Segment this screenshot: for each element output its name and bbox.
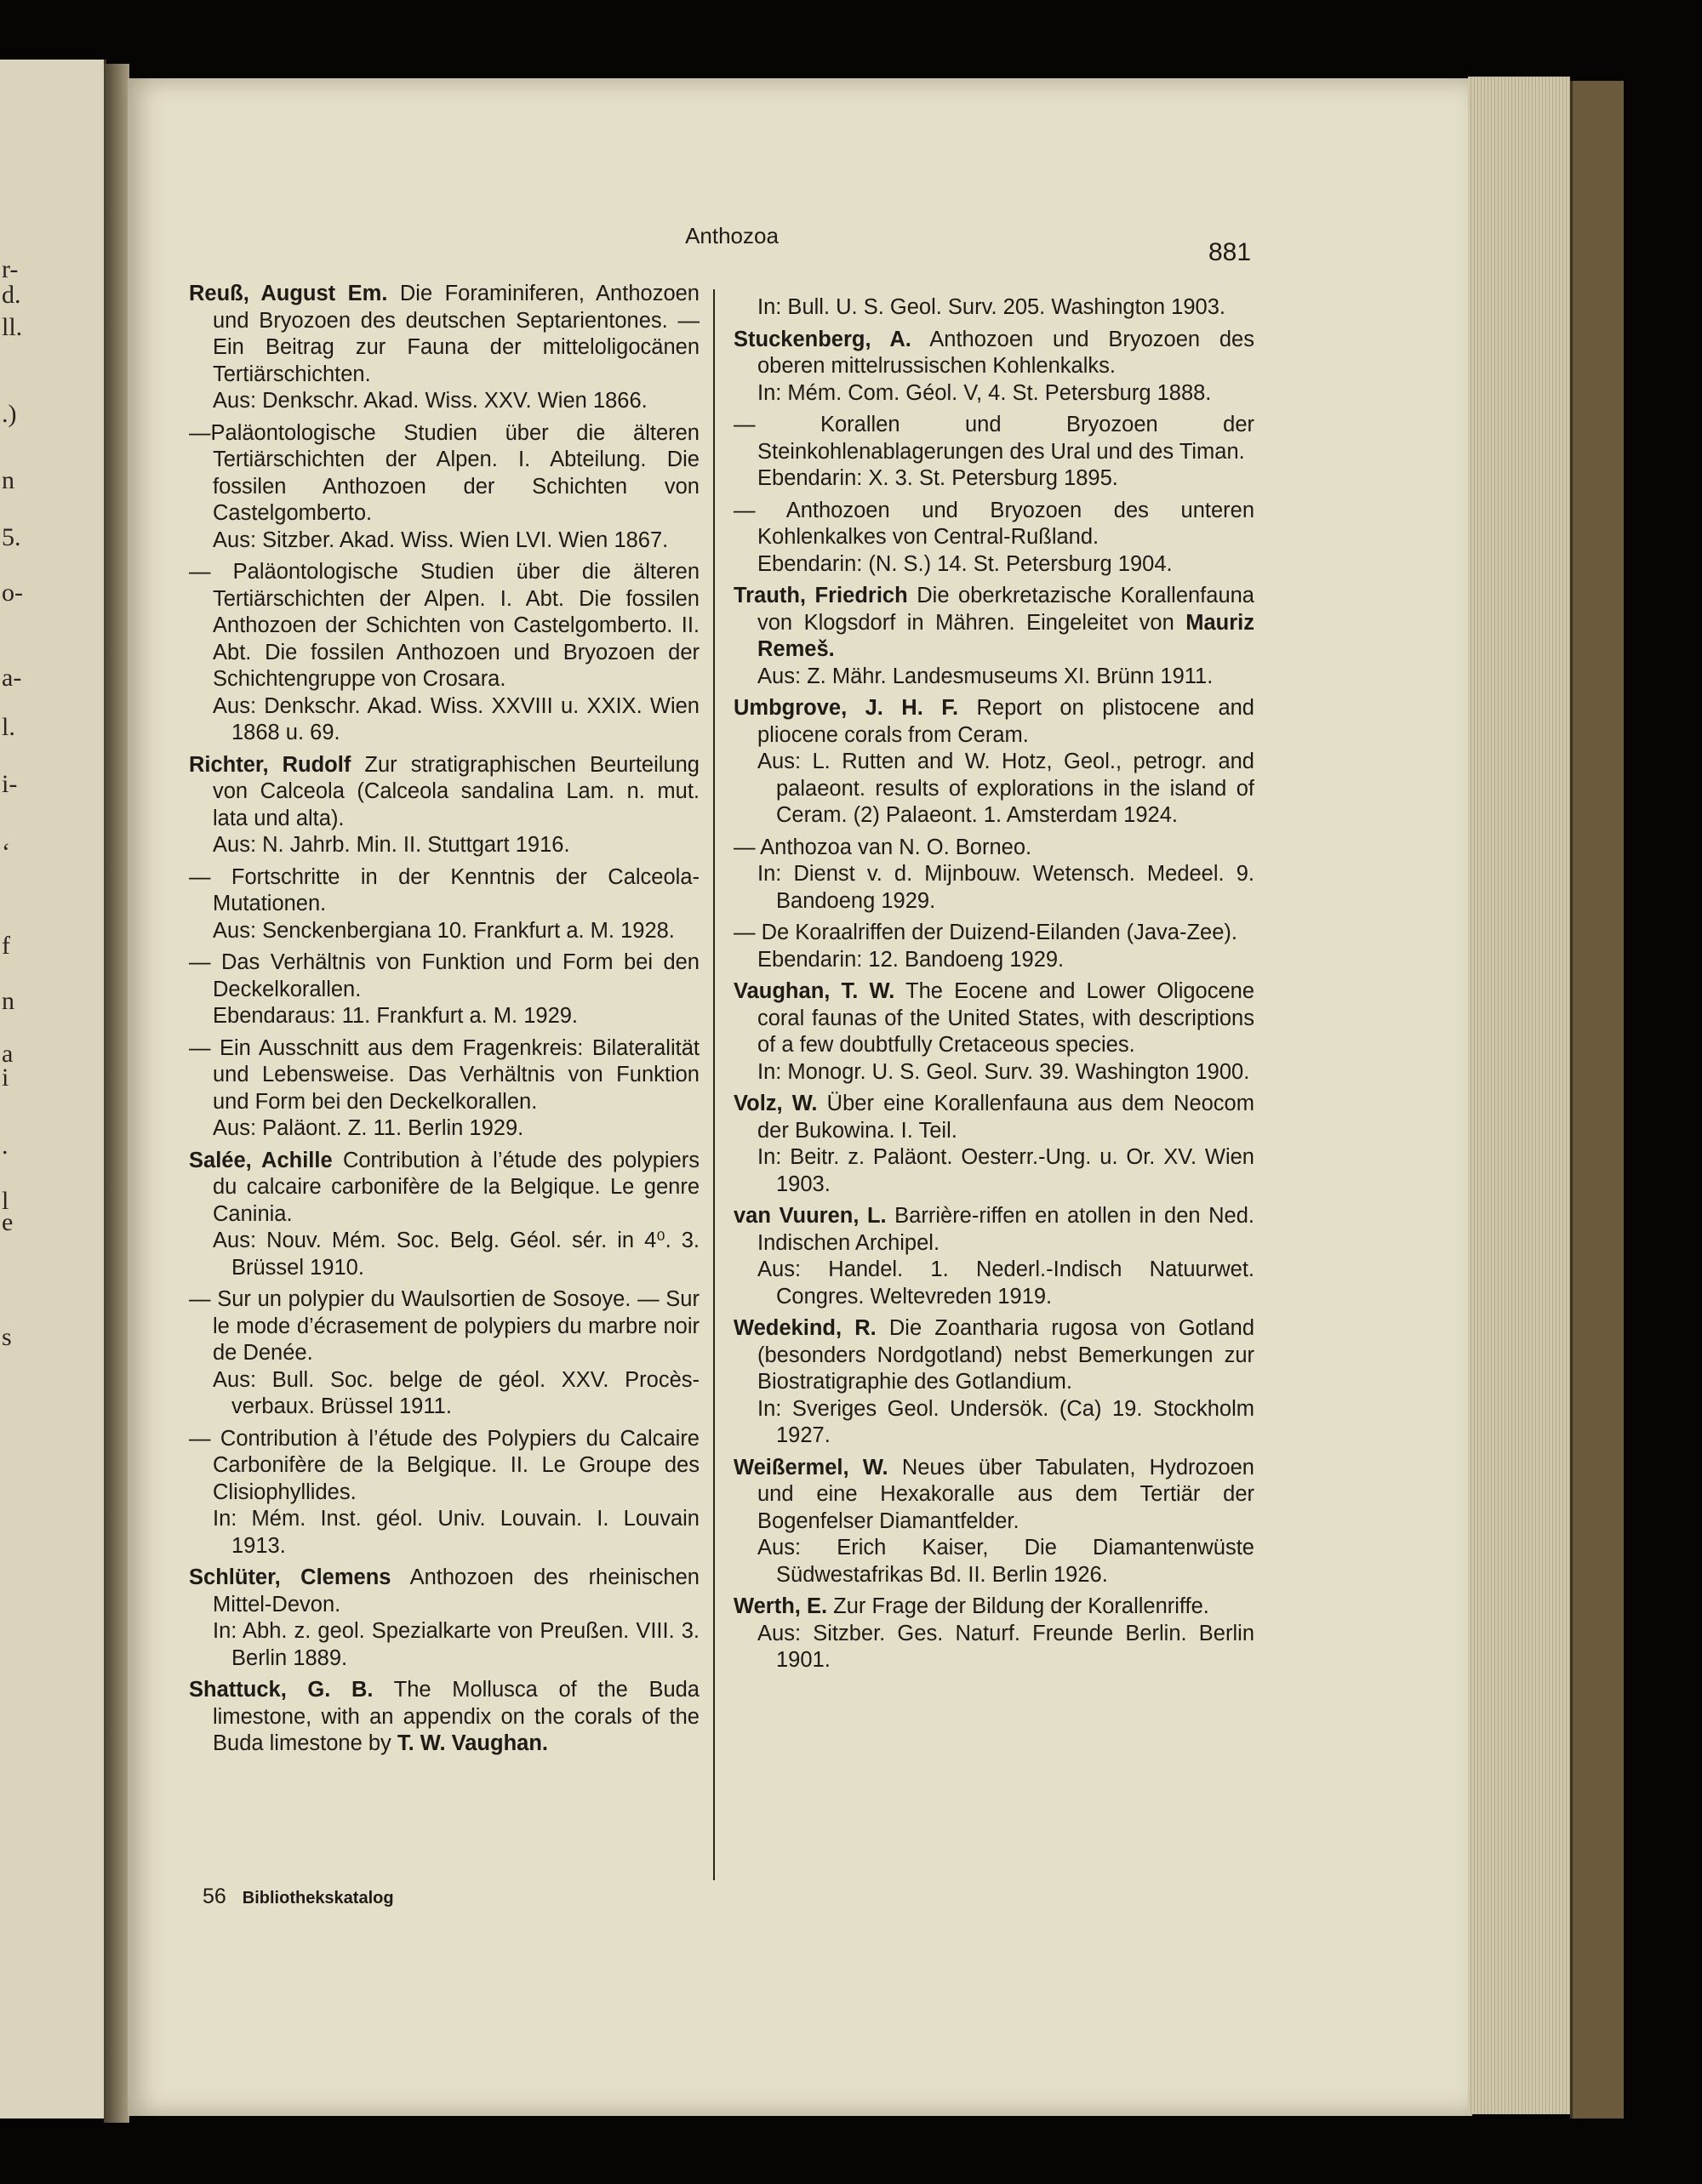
entry-author: Weißermel, W. bbox=[734, 1455, 888, 1480]
entry-title-person: Mauriz Remeš. bbox=[757, 610, 1254, 661]
facing-page-fragment: n bbox=[2, 466, 14, 494]
entry-heading bbox=[734, 1594, 1254, 1621]
bibliography-entry bbox=[734, 1315, 1254, 1450]
entry-heading bbox=[734, 327, 1254, 380]
entry-title: — Sur un polypier du Waulsortien de Sosoye. — Sur le mode d’écrasement de polypiers du marbre noir de Denée. bbox=[189, 1287, 700, 1365]
entry-title: The Mollusca of the Buda limestone, with an appendix on the corals of the Buda limestone by bbox=[213, 1678, 700, 1755]
bibliography-entry bbox=[734, 498, 1254, 579]
entry-heading bbox=[734, 498, 1254, 551]
facing-page-edge bbox=[0, 60, 106, 2118]
book-cover bbox=[1570, 81, 1624, 2118]
footer-sheet-number: 56 bbox=[203, 1885, 226, 1908]
entry-author: Shattuck, G. B. bbox=[189, 1678, 374, 1702]
entry-heading bbox=[189, 752, 700, 833]
entry-heading bbox=[189, 949, 700, 1003]
entry-heading bbox=[189, 559, 700, 693]
facing-page-fragment: 5. bbox=[2, 523, 21, 551]
bibliography-entry bbox=[189, 1035, 700, 1143]
entry-source: Aus: Handel. 1. Nederl.-Indisch Natuurwet. Congres. Weltevreden 1919. bbox=[757, 1257, 1254, 1309]
entry-heading bbox=[734, 920, 1254, 947]
entry-source: Ebendaraus: 11. Frankfurt a. M. 1929. bbox=[213, 1004, 579, 1028]
entry-source: Ebendarin: X. 3. St. Petersburg 1895. bbox=[757, 466, 1118, 490]
entry-title: — Anthozoen und Bryozoen des unteren Kohlenkalkes von Central-Rußland. bbox=[734, 498, 1254, 549]
facing-page-fragment: d. bbox=[2, 281, 21, 309]
bibliography-entry bbox=[734, 294, 1254, 322]
facing-page-fragment: l bbox=[2, 1187, 9, 1215]
entry-title: — Paläontologische Studien über die älteren Tertiärschichten der Alpen. I. Abt. Die fossilen Anthozoen der Schichten von Castelgomberto. II. Abt. Die fossilen Anthozoen und Bryozoen der Schichtengruppe von Crosara. bbox=[189, 560, 700, 691]
entry-title: — Korallen und Bryozoen der Steinkohlenablagerungen des Ural und des Timan. bbox=[734, 413, 1254, 464]
entry-author: Vaughan, T. W. bbox=[734, 979, 895, 1003]
entry-title: Die oberkretazische Korallenfauna von Klogsdorf in Mähren. Eingeleitet von bbox=[757, 584, 1254, 635]
entry-heading bbox=[734, 412, 1254, 465]
entry-heading bbox=[734, 583, 1254, 664]
bibliography-entry bbox=[734, 920, 1254, 973]
entry-title: Anthozoen und Bryozoen des oberen mittelrussischen Kohlenkalks. bbox=[757, 327, 1254, 378]
bibliography-entry bbox=[189, 420, 700, 555]
bibliography-entry bbox=[734, 327, 1254, 408]
entry-title: — Ein Ausschnitt aus dem Fragenkreis: Bilateralität und Lebensweise. Das Verhältnis von Funktion und Form bei den Deckelkorallen. bbox=[189, 1035, 700, 1114]
entry-title: Die Zoantharia rugosa von Gotland (besonders Nordgotland) nebst Bemerkungen zur Biostratigraphie des Gotlandium. bbox=[757, 1316, 1255, 1394]
entry-source: Aus: N. Jahrb. Min. II. Stuttgart 1916. bbox=[213, 833, 570, 857]
bibliography-entry bbox=[734, 1203, 1254, 1310]
entry-author: Schlüter, Clemens bbox=[189, 1565, 391, 1589]
entry-source: Aus: Senckenbergiana 10. Frankfurt a. M. 1928. bbox=[213, 918, 675, 943]
entry-heading bbox=[734, 978, 1254, 1059]
entry-source: In: Beitr. z. Paläont. Oesterr.-Ung. u. Or. XV. Wien 1903. bbox=[757, 1145, 1254, 1196]
entry-heading bbox=[189, 281, 700, 388]
entry-title: — Fortschritte in der Kenntnis der Calceola-Mutationen. bbox=[189, 864, 700, 915]
entry-author: Richter, Rudolf bbox=[189, 752, 351, 777]
entry-heading bbox=[734, 835, 1254, 862]
column-divider bbox=[713, 289, 715, 1880]
bibliography-entry bbox=[189, 864, 700, 945]
entry-source: In: Dienst v. d. Mijnbouw. Wetensch. Medeel. 9. Bandoeng 1929. bbox=[757, 862, 1254, 913]
entry-heading bbox=[189, 1677, 700, 1758]
entry-heading bbox=[189, 420, 700, 527]
entry-title: — Anthozoa van N. O. Borneo. bbox=[734, 835, 1032, 859]
bibliography-entry bbox=[734, 1594, 1254, 1674]
entry-author: Wedekind, R. bbox=[734, 1316, 877, 1340]
footer-label: Bibliothekskatalog bbox=[242, 1889, 394, 1907]
entry-title: Anthozoen des rheinischen Mittel-Devon. bbox=[213, 1565, 700, 1617]
entry-source: Aus: Sitzber. Akad. Wiss. Wien LVI. Wien 1867. bbox=[213, 527, 669, 552]
bibliography-entry bbox=[189, 281, 700, 415]
entry-heading bbox=[189, 1035, 700, 1116]
book-gutter bbox=[104, 64, 129, 2123]
entry-heading bbox=[734, 1203, 1254, 1257]
facing-page-fragment: i- bbox=[2, 770, 18, 798]
bibliography-entry bbox=[734, 978, 1254, 1086]
entry-title: Zur stratigraphischen Beurteilung von Calceola (Calceola sandalina Lam. n. mut. lata und alta). bbox=[213, 752, 700, 830]
entry-title: Contribution à l’étude des polypiers du calcaire carbonifère de la Belgique. Le genre Caninia. bbox=[213, 1148, 700, 1226]
entry-heading bbox=[189, 1148, 700, 1229]
entry-title: Über eine Korallenfauna aus dem Neocom der Bukowina. I. Teil. bbox=[757, 1092, 1254, 1143]
entry-source: In: Abh. z. geol. Spezialkarte von Preußen. VIII. 3. Berlin 1889. bbox=[213, 1619, 700, 1670]
facing-page-fragment: a- bbox=[2, 664, 22, 692]
entry-heading bbox=[734, 695, 1254, 749]
entry-title: Zur Frage der Bildung der Korallenriffe. bbox=[833, 1594, 1209, 1618]
bibliography-entry bbox=[734, 1091, 1254, 1198]
entry-title: —Paläontologische Studien über die älteren Tertiärschichten der Alpen. I. Abteilung. Die fossilen Anthozoen der Schichten von Castelgomberto. bbox=[189, 420, 700, 525]
bibliography-entry bbox=[189, 559, 700, 747]
entry-title: The Eocene and Lower Oligocene coral faunas of the United States, with descriptions of a few doubtfully Cretaceous species. bbox=[757, 979, 1255, 1057]
bibliography-entry bbox=[734, 695, 1254, 830]
entry-source: Aus: Denkschr. Akad. Wiss. XXV. Wien 1866. bbox=[213, 389, 648, 413]
entry-source: In: Mém. Inst. géol. Univ. Louvain. I. Louvain 1913. bbox=[213, 1507, 700, 1558]
entry-heading bbox=[189, 1565, 700, 1618]
entry-heading bbox=[734, 1455, 1254, 1536]
entry-source: Aus: Nouv. Mém. Soc. Belg. Géol. sér. in 4⁰. 3. Brüssel 1910. bbox=[213, 1229, 700, 1280]
bibliography-entry bbox=[734, 412, 1254, 493]
entry-author: van Vuuren, L. bbox=[734, 1204, 887, 1228]
entry-author: Volz, W. bbox=[734, 1092, 818, 1115]
entry-author: Reuß, August Em. bbox=[189, 282, 388, 305]
bibliography-entry bbox=[734, 835, 1254, 915]
entry-source: Aus: Paläont. Z. 11. Berlin 1929. bbox=[213, 1116, 524, 1140]
entry-author: Stuckenberg, A. bbox=[734, 327, 911, 351]
entry-source: Ebendarin: (N. S.) 14. St. Petersburg 1904. bbox=[757, 551, 1173, 576]
entry-author: Werth, E. bbox=[734, 1594, 828, 1618]
facing-page-fragment: a bbox=[2, 1040, 14, 1068]
facing-page-fragment: . bbox=[2, 1132, 9, 1160]
bibliography-entry bbox=[189, 752, 700, 859]
entry-title: Barrière-riffen en atollen in den Ned. Indischen Archipel. bbox=[757, 1204, 1254, 1255]
entry-source: In: Monogr. U. S. Geol. Surv. 39. Washington 1900. bbox=[757, 1059, 1250, 1084]
bibliography-entry bbox=[734, 583, 1254, 690]
bibliography-column-left bbox=[189, 281, 700, 1763]
page-edges bbox=[1468, 77, 1570, 2114]
facing-page-fragment: l. bbox=[2, 713, 15, 741]
entry-heading bbox=[189, 1286, 700, 1367]
bibliography-entry bbox=[189, 1426, 700, 1560]
entry-heading bbox=[189, 1426, 700, 1507]
entry-heading bbox=[734, 1091, 1254, 1144]
entry-source: Ebendarin: 12. Bandoeng 1929. bbox=[757, 947, 1065, 972]
entry-source: Aus: Bull. Soc. belge de géol. XXV. Procès-verbaux. Brüssel 1911. bbox=[213, 1367, 700, 1418]
entry-source: Aus: Erich Kaiser, Die Diamantenwüste Südwestafrikas Bd. II. Berlin 1926. bbox=[757, 1536, 1254, 1587]
entry-source: Aus: Sitzber. Ges. Naturf. Freunde Berlin. Berlin 1901. bbox=[757, 1621, 1254, 1672]
entry-title-person: T. W. Vaughan. bbox=[397, 1731, 548, 1755]
facing-page-fragment: i bbox=[2, 1063, 9, 1092]
facing-page-fragment: s bbox=[2, 1323, 12, 1351]
facing-page-fragment: f bbox=[2, 932, 10, 960]
facing-page-fragment: ll. bbox=[2, 313, 23, 341]
running-head: Anthozoa bbox=[685, 223, 779, 248]
entry-title: Die Foraminiferen, Anthozoen und Bryozoen des deutschen Septarientones. — Ein Beitrag zur Fauna der mitteloligocänen Tertiärschichten. bbox=[213, 282, 700, 386]
entry-title: — De Koraalriffen der Duizend-Eilanden (Java-Zee). bbox=[734, 921, 1237, 944]
facing-page-fragment: .) bbox=[2, 400, 17, 428]
page-footer bbox=[203, 1885, 394, 1909]
entry-heading bbox=[189, 864, 700, 918]
bibliography-column-right bbox=[734, 294, 1254, 1679]
entry-source: Aus: Denkschr. Akad. Wiss. XXVIII u. XXIX. Wien 1868 u. 69. bbox=[213, 693, 700, 744]
entry-title: Report on plistocene and pliocene corals from Ceram. bbox=[757, 696, 1254, 747]
entry-title: — Das Verhältnis von Funktion und Form bei den Deckelkorallen. bbox=[189, 950, 700, 1001]
entry-source: Aus: L. Rutten and W. Hotz, Geol., petrogr. and palaeont. results of explorations in the island of Ceram. (2) Palaeont. 1. Amsterdam 1924. bbox=[757, 750, 1254, 827]
facing-page-fragment: e bbox=[2, 1208, 14, 1236]
entry-title: — Contribution à l’étude des Polypiers du Calcaire Carbonifère de la Belgique. II. Le Groupe des Clisiophyllides. bbox=[189, 1426, 700, 1504]
entry-author: Salée, Achille bbox=[189, 1148, 333, 1172]
entry-title: Neues über Tabulaten, Hydrozoen und eine Hexakoralle aus dem Tertiär der Bogenfelser Diamantfelder. bbox=[757, 1455, 1254, 1533]
entry-source: In: Mém. Com. Géol. V, 4. St. Petersburg 1888. bbox=[757, 380, 1212, 405]
entry-source: In: Sveriges Geol. Undersök. (Ca) 19. Stockholm 1927. bbox=[757, 1396, 1254, 1447]
bibliography-entry bbox=[189, 1148, 700, 1282]
facing-page-fragment: r- bbox=[2, 255, 19, 283]
bibliography-entry bbox=[189, 1677, 700, 1758]
entry-heading bbox=[734, 1315, 1254, 1396]
page-number: 881 bbox=[1208, 238, 1252, 266]
facing-page-fragment: ‘ bbox=[2, 838, 10, 866]
bibliography-entry bbox=[189, 949, 700, 1030]
facing-page-fragment: n bbox=[2, 987, 14, 1015]
facing-page-fragment: o- bbox=[2, 579, 23, 607]
entry-author: Umbgrove, J. H. F. bbox=[734, 696, 959, 720]
bibliography-entry bbox=[734, 1455, 1254, 1589]
entry-source: In: Bull. U. S. Geol. Surv. 205. Washington 1903. bbox=[757, 295, 1225, 319]
entry-source: Aus: Z. Mähr. Landesmuseums XI. Brünn 1911. bbox=[757, 664, 1214, 688]
entry-author: Trauth, Friedrich bbox=[734, 584, 908, 607]
bibliography-entry bbox=[189, 1565, 700, 1672]
bibliography-entry bbox=[189, 1286, 700, 1421]
